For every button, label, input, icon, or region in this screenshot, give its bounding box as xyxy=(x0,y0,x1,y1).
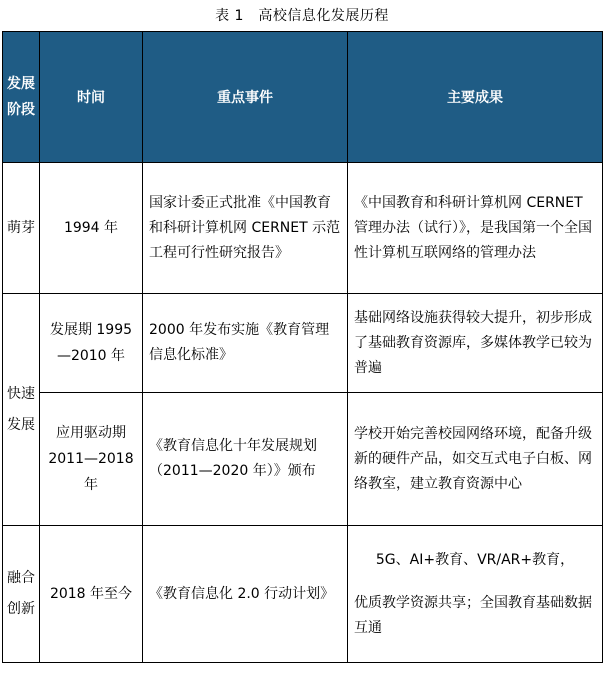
result-line-1: 5G、AI+教育、VR/AR+教育， xyxy=(375,551,575,568)
result-line-2: 优质教学资源共享；全国教育基础数据互通 xyxy=(354,594,592,636)
development-history-table xyxy=(2,31,603,663)
table-row xyxy=(3,526,603,663)
time-cell: 应用驱动期 2011—2018 年 xyxy=(40,393,143,526)
stage-cell: 萌芽 xyxy=(3,163,40,294)
table-row xyxy=(3,294,603,393)
result-cell: 《中国教育和科研计算机网 CERNET 管理办法（试行）》，是我国第一个全国性计算机互联网络的管理办法 xyxy=(348,163,603,294)
stage-cell: 融合创新 xyxy=(3,526,40,663)
result-cell: 学校开始完善校园网络环境，配备升级新的硬件产品，如交互式电子白板、网络教室，建立教育资源中心 xyxy=(348,393,603,526)
result-cell xyxy=(348,526,603,663)
header-event: 重点事件 xyxy=(143,32,348,163)
header-stage: 发展阶段 xyxy=(3,32,40,163)
event-cell: 《教育信息化十年发展规划（2011—2020 年）》颁布 xyxy=(143,393,348,526)
event-cell: 国家计委正式批准《中国教育和科研计算机网 CERNET 示范工程可行性研究报告》 xyxy=(143,163,348,294)
event-cell: 《教育信息化 2.0 行动计划》 xyxy=(143,526,348,663)
header-result: 主要成果 xyxy=(348,32,603,163)
stage-cell: 快速发展 xyxy=(3,294,40,526)
time-cell: 发展期 1995—2010 年 xyxy=(40,294,143,393)
table-row xyxy=(3,163,603,294)
result-cell: 基础网络设施获得较大提升，初步形成了基础教育资源库，多媒体教学已较为普遍 xyxy=(348,294,603,393)
event-cell: 2000 年发布实施《教育管理信息化标准》 xyxy=(143,294,348,393)
table-row xyxy=(3,393,603,526)
header-time: 时间 xyxy=(40,32,143,163)
table-caption: 表 1 高校信息化发展历程 xyxy=(215,8,389,24)
table-header-row xyxy=(3,32,603,163)
time-cell: 1994 年 xyxy=(40,163,143,294)
time-cell: 2018 年至今 xyxy=(40,526,143,663)
